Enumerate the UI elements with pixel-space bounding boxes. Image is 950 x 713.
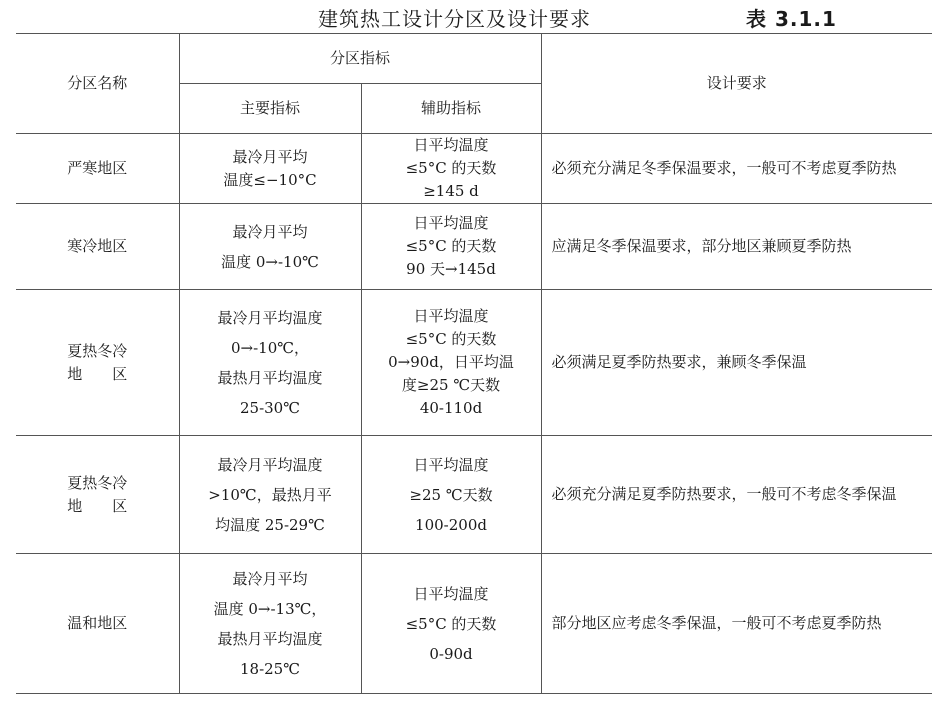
aux-indicator-line: 日平均温度 [413,307,489,325]
aux-indicator-line: 日平均温度 [413,455,489,474]
main-indicator-line: 18-25℃ [239,659,301,678]
zone-name: 寒冷地区 [67,237,128,255]
table-caption [0,6,950,32]
main-indicator-line: 25-30℃ [239,398,301,417]
zone-name-cell [16,290,179,436]
zone-name: 温和地区 [67,614,128,632]
main-indicator-line: 温度≤−10°C [223,170,317,189]
main-indicator-line: 最冷月平均 [232,222,308,241]
main-indicator-line: 最冷月平均温度 [217,455,323,474]
table-row [16,204,932,290]
aux-indicator-line: 日平均温度 [413,584,489,603]
aux-indicator-line: 40-110d [419,399,483,417]
aux-indicator-cell [361,204,541,290]
table-row [16,554,932,694]
main-indicator-line: >10℃，最热月平 [208,485,332,504]
main-indicator-line: 温度 0→-10℃ [221,252,319,271]
aux-indicator-line: 0→90d，日平均温 [388,353,514,371]
main-indicator-line: 最热月平均温度 [217,368,323,387]
requirement-cell: 必须充分满足夏季防热要求，一般可不考虑冬季保温 [541,436,932,554]
header-indicators: 分区指标 [179,34,541,84]
main-indicator-cell [179,436,361,554]
main-indicator-cell [179,204,361,290]
table-title: 建筑热工设计分区及设计要求 [318,7,591,31]
table-row [16,436,932,554]
main-indicator-line: 最冷月平均温度 [217,308,323,327]
zone-name-cell [16,134,179,204]
table-number: 表 3.1.1 [746,7,837,31]
main-indicator-cell [179,554,361,694]
aux-indicator-line: ≥25 ℃天数 [409,485,493,504]
main-indicator-cell [179,290,361,436]
header-requirements: 设计要求 [541,34,932,134]
aux-indicator-line: 0-90d [429,644,473,663]
aux-indicator-cell [361,134,541,204]
aux-indicator-line: ≤5°C 的天数 [405,237,497,255]
table-row [16,134,932,204]
zone-name: 地 区 [67,364,128,383]
zone-name: 夏热冬冷 [67,473,128,492]
aux-indicator-line: 日平均温度 [413,214,489,232]
aux-indicator-cell [361,290,541,436]
zone-name: 严寒地区 [67,159,128,177]
header-aux-indicator: 辅助指标 [361,84,541,134]
main-indicator-line: 均温度 25-29℃ [215,515,325,534]
zone-name-cell [16,554,179,694]
main-indicator-line: 最冷月平均 [232,147,308,166]
aux-indicator-line: 100-200d [415,515,487,534]
aux-indicator-line: ≥145 d [423,182,479,200]
main-indicator-line: 0→-10℃， [230,338,310,357]
main-indicator-cell [179,134,361,204]
aux-indicator-line: 90 天→145d [406,260,496,278]
header-main-indicator: 主要指标 [179,84,361,134]
requirement-cell: 应满足冬季保温要求，部分地区兼顾夏季防热 [541,204,932,290]
zone-name-cell [16,204,179,290]
zone-name-cell [16,436,179,554]
aux-indicator-line: ≤5°C 的天数 [405,330,497,348]
main-indicator-line: 温度 0→-13℃， [213,599,327,618]
table-row [16,290,932,436]
aux-indicator-line: 日平均温度 [413,136,489,154]
requirement-cell: 必须充分满足冬季保温要求，一般可不考虑夏季防热 [541,134,932,204]
header-row-1 [16,34,932,84]
aux-indicator-line: ≤5°C 的天数 [405,614,497,633]
zone-name: 地 区 [67,496,128,515]
zone-name: 夏热冬冷 [67,341,128,360]
aux-indicator-cell [361,554,541,694]
header-zone-name: 分区名称 [16,34,179,134]
aux-indicator-line: ≤5°C 的天数 [405,159,497,177]
main-indicator-line: 最热月平均温度 [217,629,323,648]
requirement-cell: 必须满足夏季防热要求，兼顾冬季保温 [541,290,932,436]
aux-indicator-line: 度≥25 ℃天数 [401,376,501,394]
aux-indicator-cell [361,436,541,554]
main-indicator-line: 最冷月平均 [232,569,308,588]
climate-zone-table [16,33,932,694]
requirement-cell: 部分地区应考虑冬季保温，一般可不考虑夏季防热 [541,554,932,694]
